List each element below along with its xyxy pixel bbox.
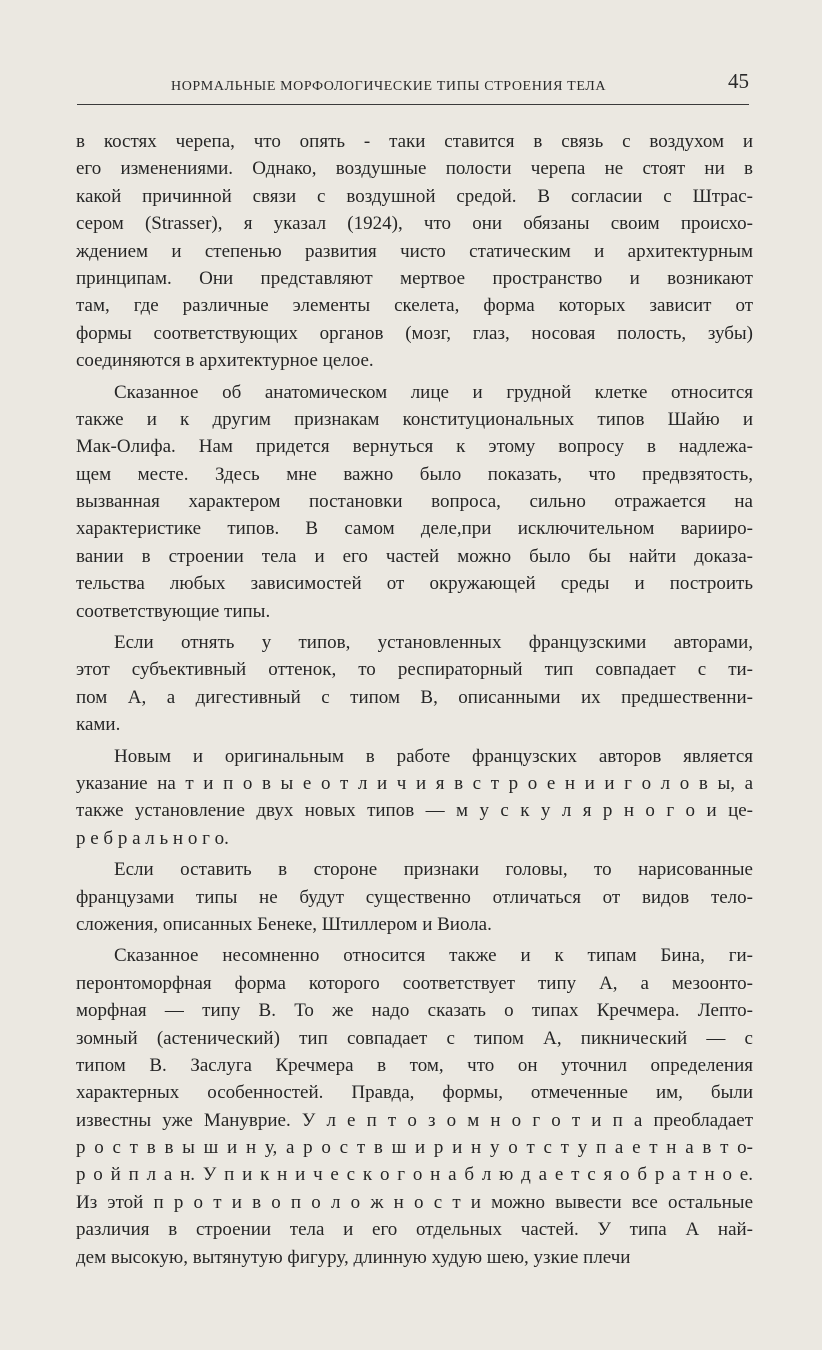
text-line: р е б р а л ь н о г о. <box>76 827 229 849</box>
text-line: перонтоморфная форма которого соответствует типу А, а мезоонто- <box>76 972 753 994</box>
text-line: соединяются в архитектурное целое. <box>76 350 374 372</box>
paragraph <box>76 128 753 375</box>
text-line: сложения, описанных Бенеке, Штиллером и Виола. <box>76 913 492 935</box>
text-line: вании в строении тела и его частей можно было бы найти доказа- <box>76 545 753 567</box>
text-line: его изменениями. Однако, воздушные полости черепа не стоят ни в <box>76 158 753 180</box>
page-number: 45 <box>728 69 749 93</box>
text-line: Новым и оригинальным в работе французских авторов является <box>114 745 753 767</box>
text-line: р о й п л а н. У п и к н и ч е с к о г о н а б л ю д а е т с я о б р а т н о е. <box>76 1164 753 1186</box>
text-line: французами типы не будут существенно отличаться от видов тело- <box>76 886 753 908</box>
text-line: Сказанное несомненно относится также и к типам Бина, ги- <box>114 945 753 967</box>
text-line: вызванная характером постановки вопроса, сильно отражается на <box>76 491 753 513</box>
text-line: типом В. Заслуга Кречмера в том, что он уточнил определения <box>76 1054 753 1076</box>
paragraph <box>76 856 753 938</box>
paragraph <box>76 379 753 626</box>
text-line: пом А, а дигестивный с типом В, описанными их предшественни- <box>76 686 753 708</box>
text-line: ждением и степенью развития чисто статическим и архитектурным <box>76 240 753 262</box>
text-line: какой причинной связи с воздушной средой. В согласии с Штрас- <box>76 185 753 207</box>
text-line: соответствующие типы. <box>76 600 271 622</box>
text-line: указание на т и п о в ы е о т л и ч и я в с т р о е н и и г о л о в ы, а <box>76 772 753 794</box>
text-line: сером (Strasser), я указал (1924), что они обязаны своим происхо- <box>76 213 753 235</box>
text-line: тельства любых зависимостей от окружающей среды и построить <box>76 573 753 595</box>
text-line: Сказанное об анатомическом лице и грудной клетке относится <box>114 381 753 403</box>
paragraph <box>76 629 753 739</box>
text-line: Мак-Олифа. Нам придется вернуться к этому вопросу в надлежа- <box>76 436 753 458</box>
text-line: различия в строении тела и его отдельных частей. У типа А най- <box>76 1219 753 1241</box>
running-title: НОРМАЛЬНЫЕ МОРФОЛОГИЧЕСКИЕ ТИПЫ СТРОЕНИЯ ТЕЛА <box>171 79 607 94</box>
text-line: морфная — типу В. То же надо сказать о типах Кречмера. Лепто- <box>76 1000 753 1022</box>
paragraph <box>76 743 753 853</box>
body-text <box>76 128 753 1275</box>
text-line: формы соответствующих органов (мозг, глаз, носовая полость, зубы) <box>76 322 753 344</box>
running-header <box>77 68 749 105</box>
text-line: щем месте. Здесь мне важно было показать, что предвзятость, <box>76 463 753 485</box>
paragraph <box>76 942 753 1271</box>
text-line: Если оставить в стороне признаки головы, то нарисованные <box>114 859 753 881</box>
text-line: ками. <box>76 714 121 736</box>
text-line: Если отнять у типов, установленных французскими авторами, <box>114 632 753 654</box>
text-line: принципам. Они представляют мертвое пространство и возникают <box>76 267 753 289</box>
text-line: там, где различные элементы скелета, форма которых зависит от <box>76 295 753 317</box>
text-line: также установление двух новых типов — м у с к у л я р н о г о и це- <box>76 800 753 822</box>
text-line: дем высокую, вытянутую фигуру, длинную худую шею, узкие плечи <box>76 1246 631 1268</box>
text-line: этот субъективный оттенок, то респираторный тип совпадает с ти- <box>76 659 753 681</box>
text-line: также и к другим признакам конституциональных типов Шайю и <box>76 408 753 430</box>
text-line: характеристике типов. В самом деле,при исключительном варииро- <box>76 518 753 540</box>
text-line: характерных особенностей. Правда, формы, отмеченные им, были <box>76 1082 753 1104</box>
text-line: известны уже Мануврие. У л е п т о з о м н о г о т и п а преобладает <box>76 1109 753 1131</box>
text-line: р о с т в в ы ш и н у, а р о с т в ш и р и н у о т с т у п а е т н а в т о- <box>76 1137 753 1159</box>
text-line: зомный (астенический) тип совпадает с типом А, пикнический — с <box>76 1027 753 1049</box>
text-line: в костях черепа, что опять - таки ставится в связь с воздухом и <box>76 131 753 152</box>
text-line: Из этой п р о т и в о п о л о ж н о с т и можно вывести все остальные <box>76 1191 753 1213</box>
